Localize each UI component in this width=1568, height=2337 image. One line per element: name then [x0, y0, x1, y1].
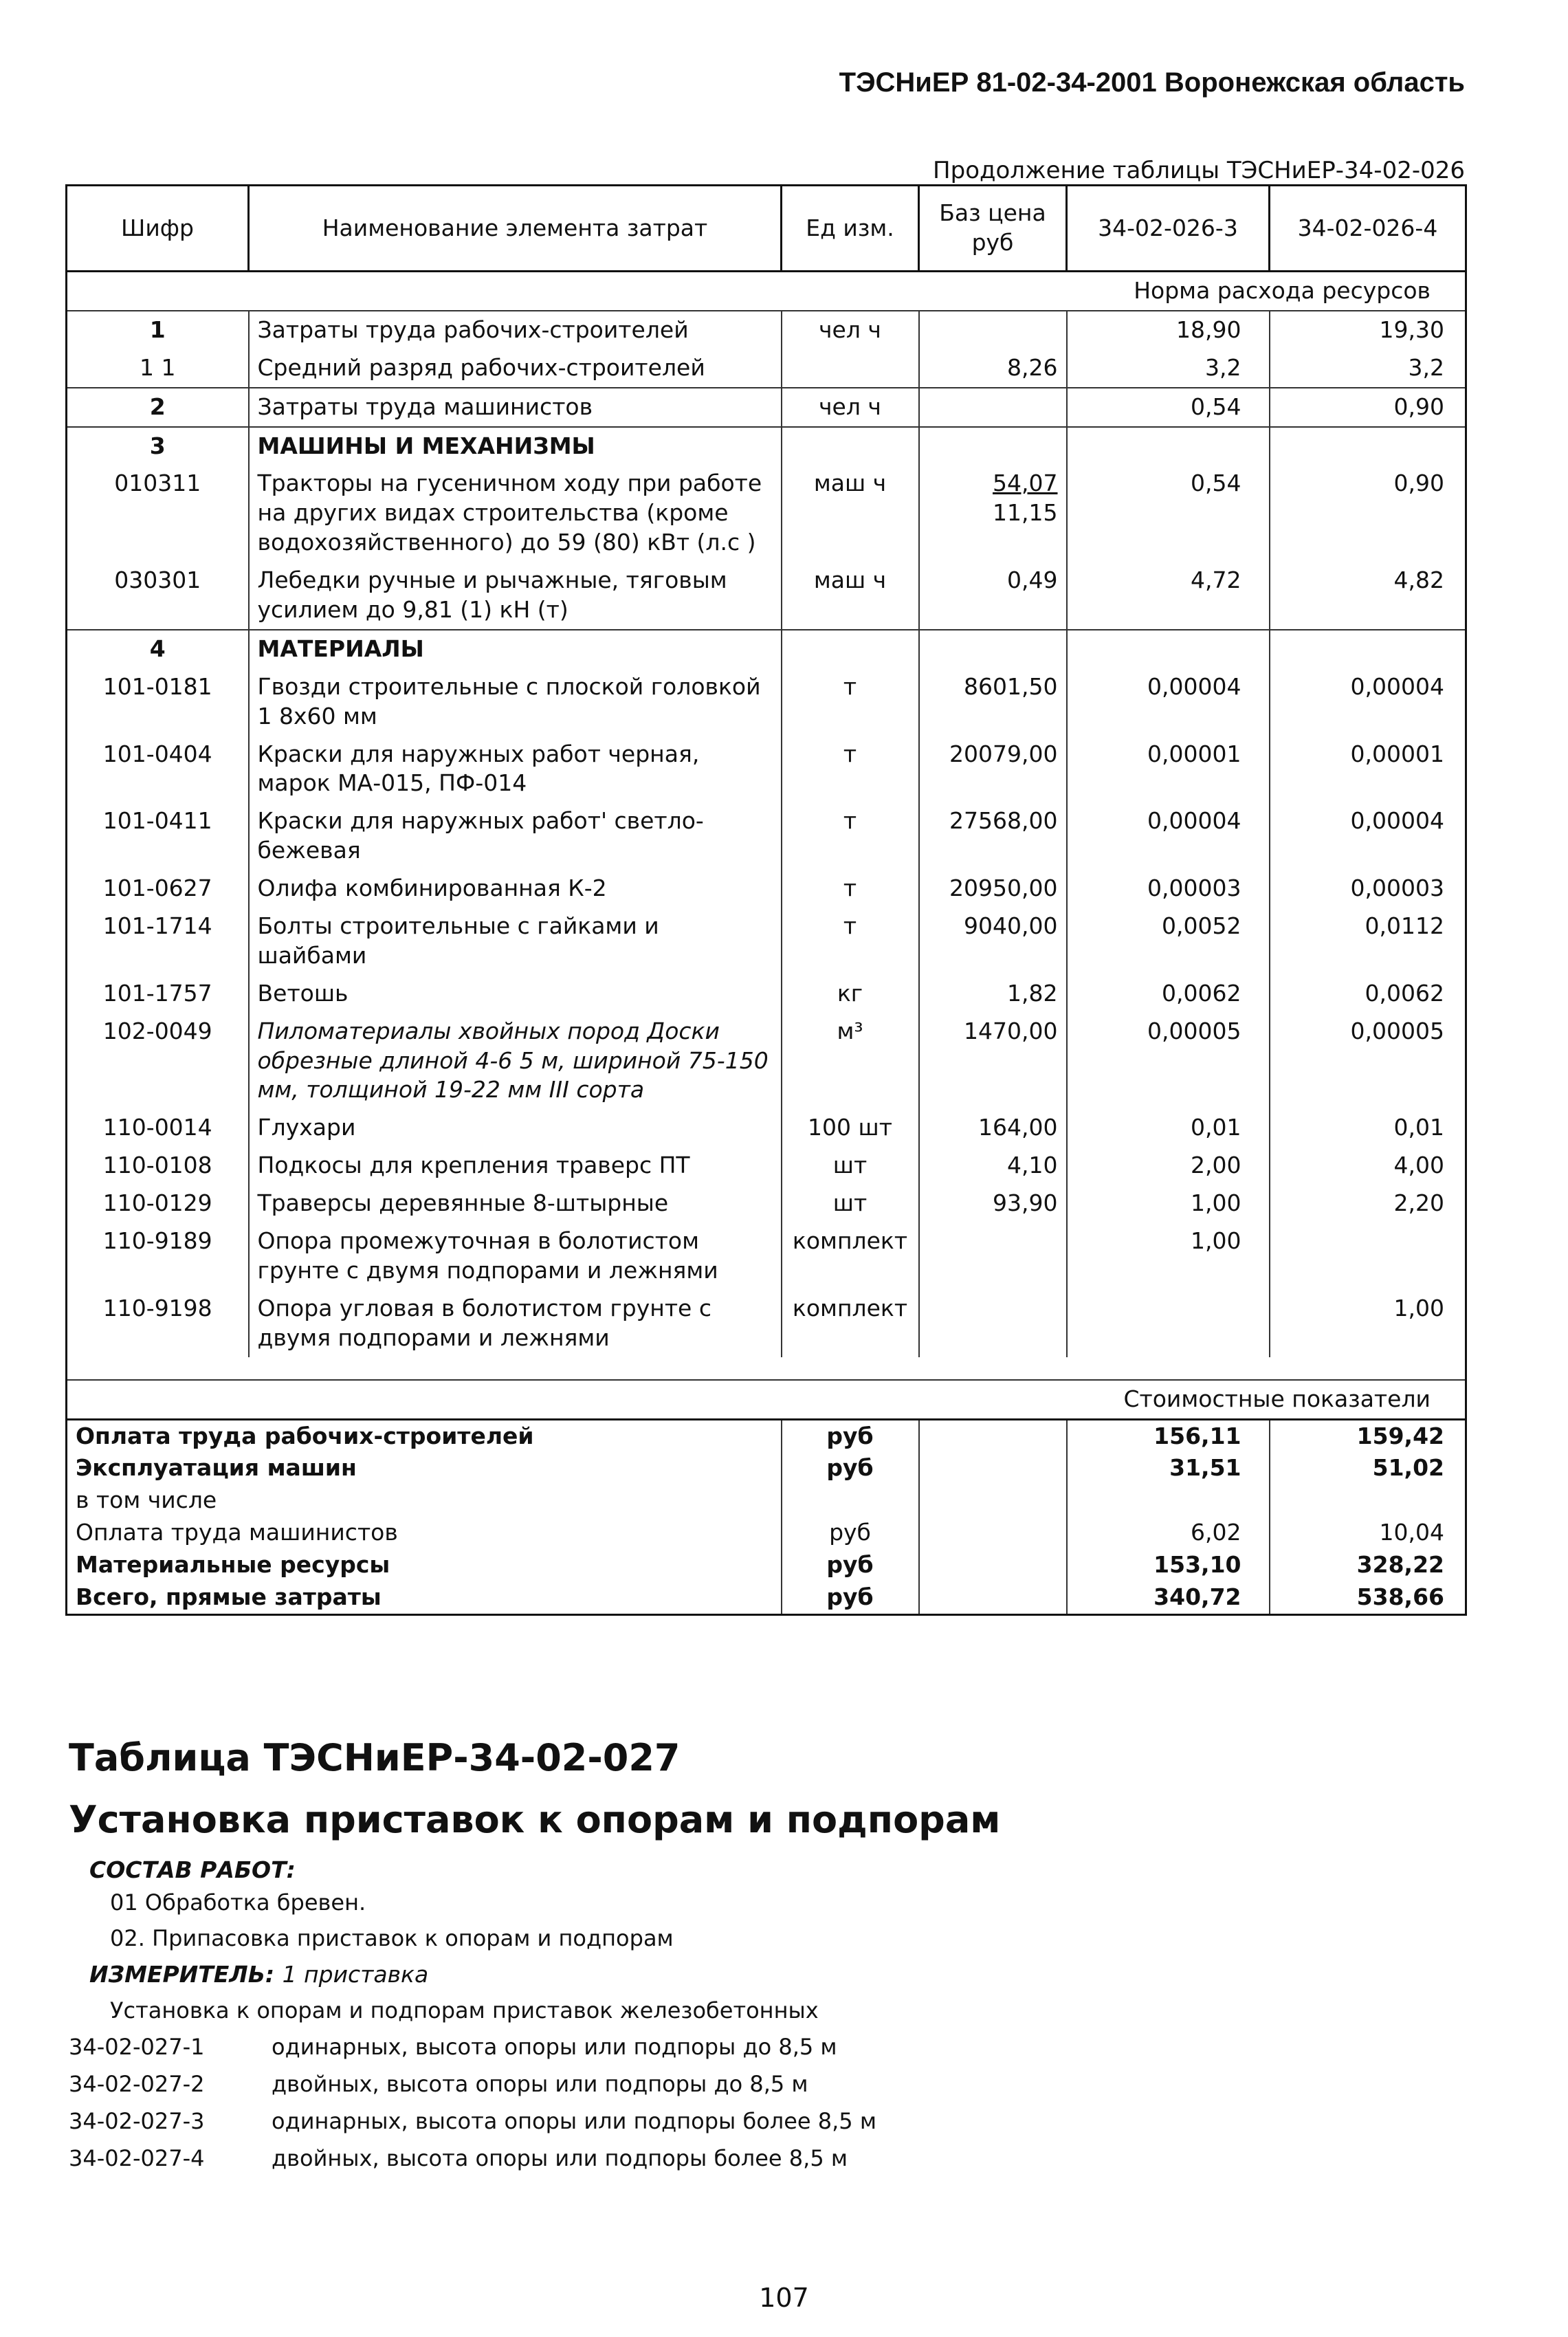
meter-value: 1 приставка: [282, 1961, 429, 1988]
row-value-34-02-026-3: [1067, 630, 1270, 668]
table-row: [67, 1109, 1466, 1147]
table-row: [67, 908, 1466, 975]
document-header: ТЭСНиЕР 81-02-34-2001 Воронежская область: [839, 67, 1465, 98]
resource-table-container: [65, 184, 1465, 1616]
summary-value-34-02-026-4: 10,04: [1270, 1517, 1466, 1549]
table-header-row: [67, 186, 1466, 272]
summary-value-34-02-026-3: 153,10: [1067, 1549, 1270, 1581]
summary-unit: руб: [782, 1452, 919, 1484]
row-price-value: 8,26: [1007, 353, 1058, 381]
row-price-value: 20950,00: [949, 875, 1058, 902]
row-name: Краски для наружных работ черная, марок МА-015, ПФ-014: [249, 736, 782, 803]
summary-label: Оплата труда машинистов: [67, 1517, 782, 1549]
row-value-34-02-026-3: 4,72: [1067, 562, 1270, 630]
summary-price-empty: [919, 1517, 1067, 1549]
row-price: [919, 388, 1067, 427]
row-code: 010311: [67, 465, 249, 562]
table-row: [67, 802, 1466, 870]
row-code: 101-1757: [67, 975, 249, 1013]
row-value-34-02-026-4: 19,30: [1270, 311, 1466, 349]
summary-value-34-02-026-3: 6,02: [1067, 1517, 1270, 1549]
resource-table: [65, 184, 1467, 1616]
norm-label: Норма расхода ресурсов: [67, 272, 1466, 311]
table-row: [67, 630, 1466, 668]
row-name: Опора промежуточная в болотистом грунте с двумя подпорами и лежнями: [249, 1222, 782, 1290]
row-price: [919, 1147, 1067, 1185]
row-value-34-02-026-4: 0,00004: [1270, 668, 1466, 736]
row-code: 3: [67, 427, 249, 465]
row-value-34-02-026-4: [1270, 427, 1466, 465]
row-code: 1 1: [67, 349, 249, 388]
cost-label-row: [67, 1380, 1466, 1419]
summary-label: в том числе: [67, 1484, 782, 1517]
row-code: 110-0014: [67, 1109, 249, 1147]
summary-value-34-02-026-3: 31,51: [1067, 1452, 1270, 1484]
row-value-34-02-026-4: 0,00001: [1270, 736, 1466, 803]
row-unit: т: [782, 802, 919, 870]
row-name: МАШИНЫ И МЕХАНИЗМЫ: [249, 427, 782, 465]
row-value-34-02-026-3: [1067, 427, 1270, 465]
row-name: Болты строительные с гайками и шайбами: [249, 908, 782, 975]
row-unit: [782, 349, 919, 388]
row-code: 101-0404: [67, 736, 249, 803]
table-row: [67, 870, 1466, 908]
row-name: Олифа комбинированная К-2: [249, 870, 782, 908]
row-value-34-02-026-3: 2,00: [1067, 1147, 1270, 1185]
row-value-34-02-026-3: 0,00003: [1067, 870, 1270, 908]
row-code: 1: [67, 311, 249, 349]
row-price: [919, 311, 1067, 349]
summary-unit: руб: [782, 1549, 919, 1581]
col-header-price: Баз цена руб: [919, 186, 1067, 272]
item-code: 34-02-027-3: [69, 2108, 205, 2134]
summary-price-empty: [919, 1452, 1067, 1484]
row-value-34-02-026-4: 0,90: [1270, 388, 1466, 427]
row-price: [919, 1109, 1067, 1147]
table-row: [67, 349, 1466, 388]
row-price-value: 20079,00: [949, 740, 1058, 767]
table-row: [67, 736, 1466, 803]
summary-row: [67, 1452, 1466, 1484]
work-composition-label: СОСТАВ РАБОТ:: [89, 1856, 296, 1883]
row-code: 101-1714: [67, 908, 249, 975]
row-price-value: 8601,50: [964, 672, 1058, 700]
row-unit: чел ч: [782, 311, 919, 349]
row-value-34-02-026-4: 0,0062: [1270, 975, 1466, 1013]
row-value-34-02-026-4: 0,01: [1270, 1109, 1466, 1147]
row-price-value: 164,00: [978, 1114, 1058, 1141]
row-price: [919, 802, 1067, 870]
row-code: 110-0108: [67, 1147, 249, 1185]
row-unit: комплект: [782, 1222, 919, 1290]
summary-row: [67, 1419, 1466, 1452]
item-text: одинарных, высота опоры или подпоры более 8,5 м: [272, 2108, 876, 2134]
summary-value-34-02-026-4: 51,02: [1270, 1452, 1466, 1484]
summary-value-34-02-026-4: 159,42: [1270, 1419, 1466, 1452]
row-code: 101-0181: [67, 668, 249, 736]
row-price: [919, 562, 1067, 630]
row-value-34-02-026-4: 4,00: [1270, 1147, 1466, 1185]
row-value-34-02-026-4: 0,90: [1270, 465, 1466, 562]
row-unit: м³: [782, 1013, 919, 1110]
table-row: [67, 1290, 1466, 1357]
table-row: [67, 562, 1466, 630]
row-code: 102-0049: [67, 1013, 249, 1110]
row-price: [919, 630, 1067, 668]
row-price: [919, 736, 1067, 803]
table-row: [67, 1222, 1466, 1290]
row-name: Траверсы деревянные 8-штырные: [249, 1185, 782, 1222]
item-code: 34-02-027-4: [69, 2145, 205, 2171]
row-code: 110-9198: [67, 1290, 249, 1357]
row-price: [919, 870, 1067, 908]
row-unit: шт: [782, 1185, 919, 1222]
row-value-34-02-026-3: 1,00: [1067, 1185, 1270, 1222]
summary-price-empty: [919, 1549, 1067, 1581]
row-name: Краски для наружных работ' светло-бежевая: [249, 802, 782, 870]
table-row: [67, 1147, 1466, 1185]
item-code: 34-02-027-1: [69, 2034, 205, 2060]
col-header-unit: Ед изм.: [782, 186, 919, 272]
summary-value-34-02-026-4: 328,22: [1270, 1549, 1466, 1581]
row-price: [919, 349, 1067, 388]
work-item-2: 02. Припасовка приставок к опорам и подпорам: [110, 1925, 674, 1951]
row-value-34-02-026-4: 0,00003: [1270, 870, 1466, 908]
table-row: [67, 427, 1466, 465]
row-name: Гвозди строительные с плоской головкой 1 8х60 мм: [249, 668, 782, 736]
row-value-34-02-026-4: 2,20: [1270, 1185, 1466, 1222]
row-name: Пиломатериалы хвойных пород Доски обрезные длиной 4-6 5 м, шириной 75-150 мм, толщиной 19-22 мм III сорта: [249, 1013, 782, 1110]
summary-unit: руб: [782, 1581, 919, 1614]
row-name: МАТЕРИАЛЫ: [249, 630, 782, 668]
col-header-34-02-026-3: 34-02-026-3: [1067, 186, 1270, 272]
row-value-34-02-026-3: 0,01: [1067, 1109, 1270, 1147]
row-unit: маш ч: [782, 562, 919, 630]
row-code: 101-0627: [67, 870, 249, 908]
summary-value-34-02-026-4: [1270, 1484, 1466, 1517]
meter-label-line: [89, 1961, 428, 1988]
summary-label: Материальные ресурсы: [67, 1549, 782, 1581]
row-value-34-02-026-3: [1067, 1290, 1270, 1357]
row-price: [919, 1290, 1067, 1357]
row-unit: чел ч: [782, 388, 919, 427]
section-table-title: Таблица ТЭСНиЕР-34-02-027: [69, 1736, 681, 1779]
row-value-34-02-026-3: 1,00: [1067, 1222, 1270, 1290]
table-row: [67, 1185, 1466, 1222]
summary-label: Всего, прямые затраты: [67, 1581, 782, 1614]
row-value-34-02-026-3: 0,54: [1067, 465, 1270, 562]
row-code: 030301: [67, 562, 249, 630]
row-price: [919, 1185, 1067, 1222]
summary-unit: руб: [782, 1517, 919, 1549]
row-code: 110-9189: [67, 1222, 249, 1290]
row-value-34-02-026-4: 0,00004: [1270, 802, 1466, 870]
row-name: Затраты труда машинистов: [249, 388, 782, 427]
table-row: [67, 388, 1466, 427]
row-value-34-02-026-3: 0,54: [1067, 388, 1270, 427]
summary-value-34-02-026-4: 538,66: [1270, 1581, 1466, 1614]
table-row: [67, 1013, 1466, 1110]
summary-price-empty: [919, 1581, 1067, 1614]
row-price-value: 0,49: [1007, 567, 1058, 594]
item-text: двойных, высота опоры или подпоры до 8,5 м: [272, 2071, 808, 2097]
item-text: двойных, высота опоры или подпоры более 8,5 м: [272, 2145, 848, 2171]
row-name: Затраты труда рабочих-строителей: [249, 311, 782, 349]
row-value-34-02-026-4: 4,82: [1270, 562, 1466, 630]
row-value-34-02-026-4: [1270, 1222, 1466, 1290]
row-price: [919, 668, 1067, 736]
row-unit: т: [782, 736, 919, 803]
summary-unit: [782, 1484, 919, 1517]
row-value-34-02-026-4: 1,00: [1270, 1290, 1466, 1357]
summary-value-34-02-026-3: 156,11: [1067, 1419, 1270, 1452]
summary-price-empty: [919, 1484, 1067, 1517]
row-price: [919, 1013, 1067, 1110]
row-unit: [782, 630, 919, 668]
row-value-34-02-026-3: 0,00001: [1067, 736, 1270, 803]
row-code: 2: [67, 388, 249, 427]
summary-unit: руб: [782, 1419, 919, 1452]
cost-label: Стоимостные показатели: [67, 1380, 1466, 1419]
row-code: 110-0129: [67, 1185, 249, 1222]
table-row: [67, 668, 1466, 736]
table-row: [67, 311, 1466, 349]
meter-label: ИЗМЕРИТЕЛЬ:: [89, 1961, 275, 1988]
summary-price-empty: [919, 1419, 1067, 1452]
row-name: Тракторы на гусеничном ходу при работе на других видах строительства (кроме водохозяйственного) до 59 (80) кВт (л.с ): [249, 465, 782, 562]
row-value-34-02-026-4: 0,0112: [1270, 908, 1466, 975]
summary-label: Эксплуатация машин: [67, 1452, 782, 1484]
row-code: 101-0411: [67, 802, 249, 870]
row-name: Опора угловая в болотистом грунте с двумя подпорами и лежнями: [249, 1290, 782, 1357]
row-price-value: 27568,00: [949, 807, 1058, 835]
section-title: Установка приставок к опорам и подпорам: [69, 1798, 1001, 1841]
row-price-value: 54,07: [993, 470, 1058, 497]
col-header-code: Шифр: [67, 186, 249, 272]
summary-row: [67, 1484, 1466, 1517]
row-unit: комплект: [782, 1290, 919, 1357]
row-price-value: 9040,00: [964, 912, 1058, 940]
row-price-value: 1,82: [1007, 979, 1058, 1007]
summary-value-34-02-026-3: 340,72: [1067, 1581, 1270, 1614]
item-text: одинарных, высота опоры или подпоры до 8,5 м: [272, 2034, 837, 2060]
summary-value-34-02-026-3: [1067, 1484, 1270, 1517]
item-code: 34-02-027-2: [69, 2071, 205, 2097]
table-continuation-caption: Продолжение таблицы ТЭСНиЕР-34-02-026: [933, 157, 1465, 184]
row-value-34-02-026-4: 3,2: [1270, 349, 1466, 388]
row-name: Лебедки ручные и рычажные, тяговым усилием до 9,81 (1) кН (т): [249, 562, 782, 630]
table-row: [67, 465, 1466, 562]
spacer-cell: [67, 1357, 1466, 1380]
row-value-34-02-026-3: 0,00005: [1067, 1013, 1270, 1110]
row-value-34-02-026-4: [1270, 630, 1466, 668]
row-price-value-2: 11,15: [993, 499, 1058, 527]
row-unit: шт: [782, 1147, 919, 1185]
row-price: [919, 465, 1067, 562]
row-value-34-02-026-3: 0,00004: [1067, 668, 1270, 736]
installation-intro: Установка к опорам и подпорам приставок железобетонных: [110, 1997, 819, 2023]
row-price: [919, 1222, 1067, 1290]
row-price: [919, 427, 1067, 465]
row-unit: 100 шт: [782, 1109, 919, 1147]
row-unit: кг: [782, 975, 919, 1013]
row-price: [919, 975, 1067, 1013]
row-unit: т: [782, 870, 919, 908]
work-item-1: 01 Обработка бревен.: [110, 1889, 366, 1916]
summary-row: [67, 1581, 1466, 1614]
col-header-34-02-026-4: 34-02-026-4: [1270, 186, 1466, 272]
row-value-34-02-026-3: 3,2: [1067, 349, 1270, 388]
row-value-34-02-026-4: 0,00005: [1270, 1013, 1466, 1110]
row-price-value: 4,10: [1007, 1152, 1058, 1179]
summary-row: [67, 1549, 1466, 1581]
row-unit: [782, 427, 919, 465]
row-value-34-02-026-3: 0,0052: [1067, 908, 1270, 975]
page-number: 107: [759, 2283, 809, 2313]
row-unit: т: [782, 668, 919, 736]
row-unit: т: [782, 908, 919, 975]
row-value-34-02-026-3: 0,00004: [1067, 802, 1270, 870]
row-unit: маш ч: [782, 465, 919, 562]
row-price-value: 93,90: [993, 1189, 1058, 1217]
row-name: Глухари: [249, 1109, 782, 1147]
row-code: 4: [67, 630, 249, 668]
norm-label-row: [67, 272, 1466, 311]
row-price-value: 1470,00: [964, 1017, 1058, 1044]
table-row: [67, 975, 1466, 1013]
summary-label: Оплата труда рабочих-строителей: [67, 1419, 782, 1452]
summary-row: [67, 1517, 1466, 1549]
row-value-34-02-026-3: 0,0062: [1067, 975, 1270, 1013]
row-name: Ветошь: [249, 975, 782, 1013]
col-header-name: Наименование элемента затрат: [249, 186, 782, 272]
row-value-34-02-026-3: 18,90: [1067, 311, 1270, 349]
row-price: [919, 908, 1067, 975]
table-body: [67, 272, 1466, 1615]
row-name: Подкосы для крепления траверс ПТ: [249, 1147, 782, 1185]
table-spacer-row: [67, 1357, 1466, 1380]
row-name: Средний разряд рабочих-строителей: [249, 349, 782, 388]
